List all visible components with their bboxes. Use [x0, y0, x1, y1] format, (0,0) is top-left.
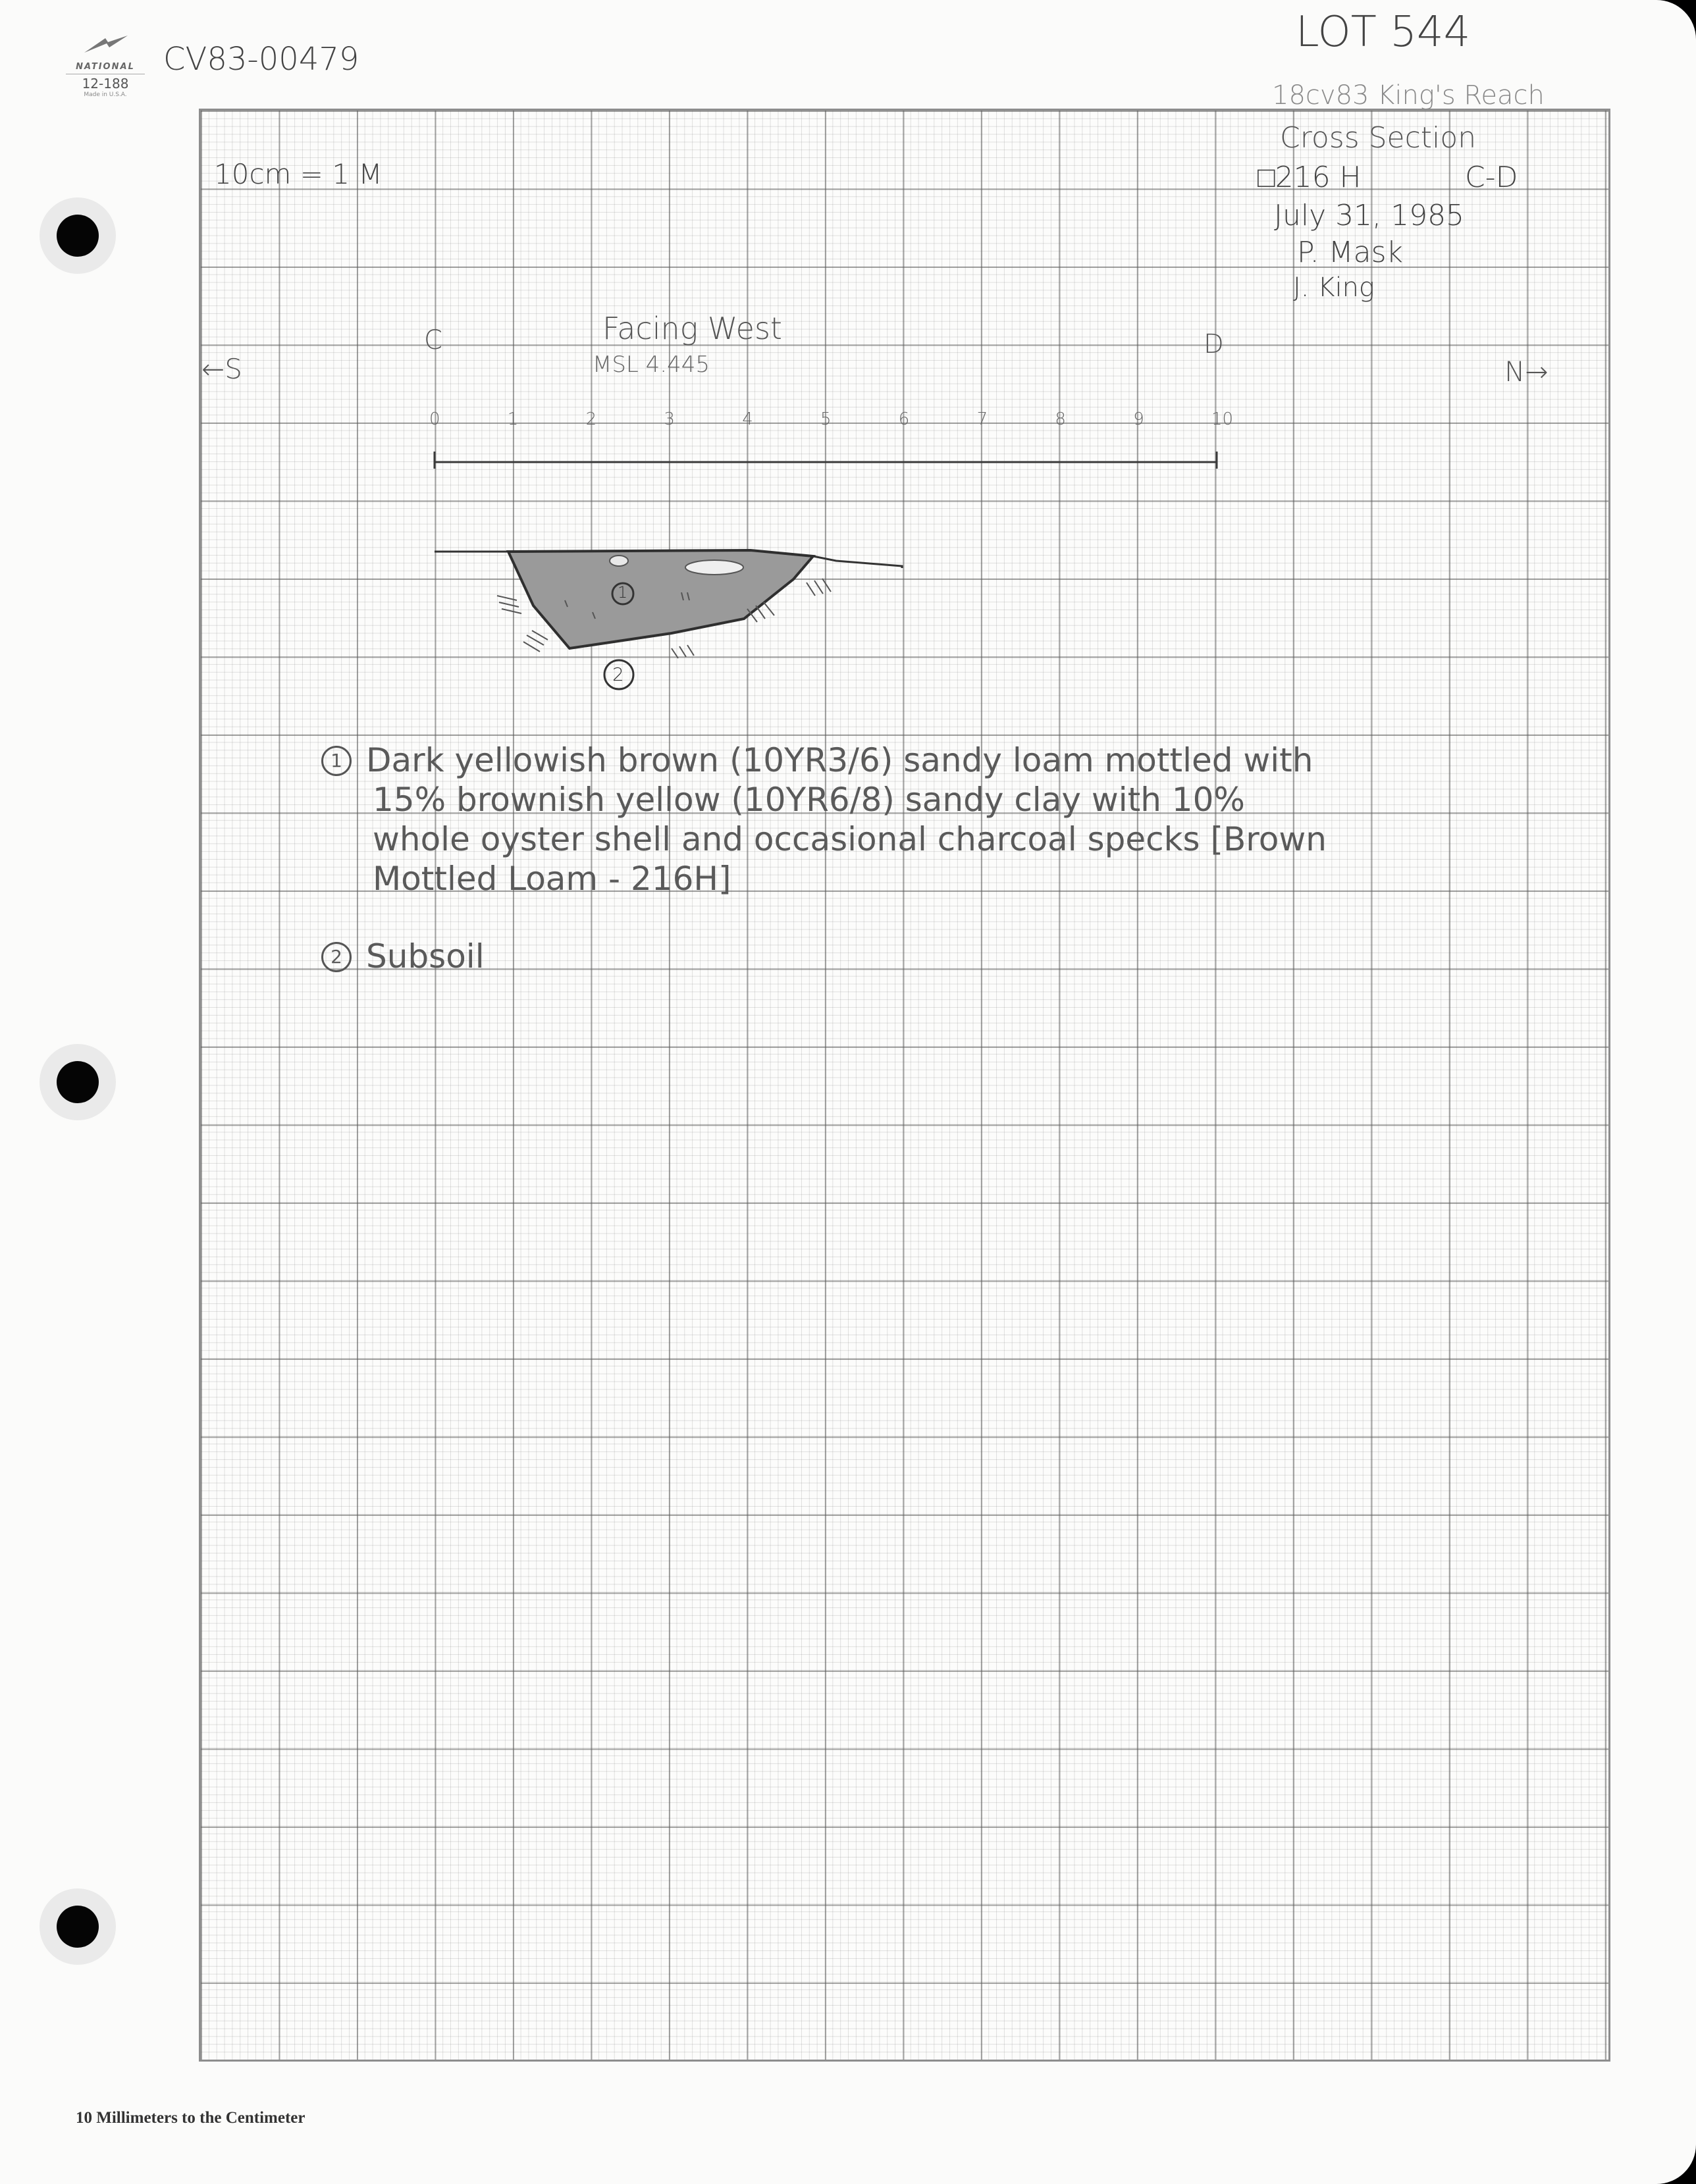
layer-2-number: 2	[321, 942, 352, 972]
layer-1-line: 15% brownish yellow (10YR6/8) sandy clay with 10%	[373, 781, 1245, 819]
recorder-2: J. King	[1293, 273, 1375, 303]
south-arrow: ←S	[201, 353, 242, 385]
scale-tick-0: 0	[429, 409, 440, 429]
recorder-1: P. Mask	[1297, 236, 1403, 269]
scale-tick-7: 7	[976, 409, 988, 429]
section-end-d: D	[1204, 329, 1224, 359]
square-unit-icon: □	[1258, 161, 1275, 194]
logo-number: 12-188	[66, 74, 145, 91]
scale-tick-4: 4	[742, 409, 753, 429]
scale-tick-3: 3	[664, 409, 675, 429]
layer-2-description	[323, 937, 1527, 976]
scale-tick-9: 9	[1133, 409, 1144, 429]
oyster-shell-inclusion	[610, 556, 628, 566]
drawing-scale: 10cm = 1 M	[214, 158, 383, 190]
scale-tick-1: 1	[507, 409, 519, 429]
layer-descriptions	[323, 741, 1527, 976]
unit-label: □216 H	[1258, 161, 1362, 194]
layer-1-description	[323, 741, 1527, 898]
layer-2-text: Subsoil	[366, 937, 485, 975]
scale-tick-2: 2	[585, 409, 597, 429]
layer-1-marker: 1	[618, 583, 628, 602]
feature-layer-1	[508, 550, 813, 648]
scale-tick-10: 10	[1211, 409, 1234, 429]
logo-made: Made in U.S.A.	[84, 91, 127, 98]
section-end-c: C	[424, 325, 442, 355]
paper-footer: 10 Millimeters to the Centimeter	[76, 2109, 305, 2127]
scale-tick-8: 8	[1055, 409, 1066, 429]
msl-elevation: MSL 4.445	[593, 351, 710, 378]
layer-1-number: 1	[321, 746, 352, 776]
site-name: 18cv83 King's Reach	[1272, 80, 1545, 111]
layer-2-marker: 2	[612, 663, 624, 685]
lot-number: LOT 544	[1296, 8, 1471, 57]
layer-1-line: Dark yellowish brown (10YR3/6) sandy loam mottled with	[366, 741, 1313, 779]
oyster-shell-inclusion	[685, 560, 743, 575]
layer-1-text	[323, 741, 1527, 898]
logo-brand: NATIONAL	[76, 62, 135, 72]
scale-tick-6: 6	[898, 409, 910, 429]
scale-tick-5: 5	[820, 409, 832, 429]
layer-1-line: whole oyster shell and occasional charcoal specks [Brown	[373, 820, 1327, 858]
layer-1-line: Mottled Loam - 216H]	[373, 860, 731, 898]
facing-direction: Facing West	[602, 311, 782, 346]
profile-label: C-D	[1465, 161, 1518, 194]
north-arrow: N→	[1504, 355, 1549, 388]
record-date: July 31, 1985	[1274, 199, 1465, 232]
drawing-title: Cross Section	[1280, 121, 1477, 155]
catalog-number: CV83-00479	[163, 41, 359, 78]
